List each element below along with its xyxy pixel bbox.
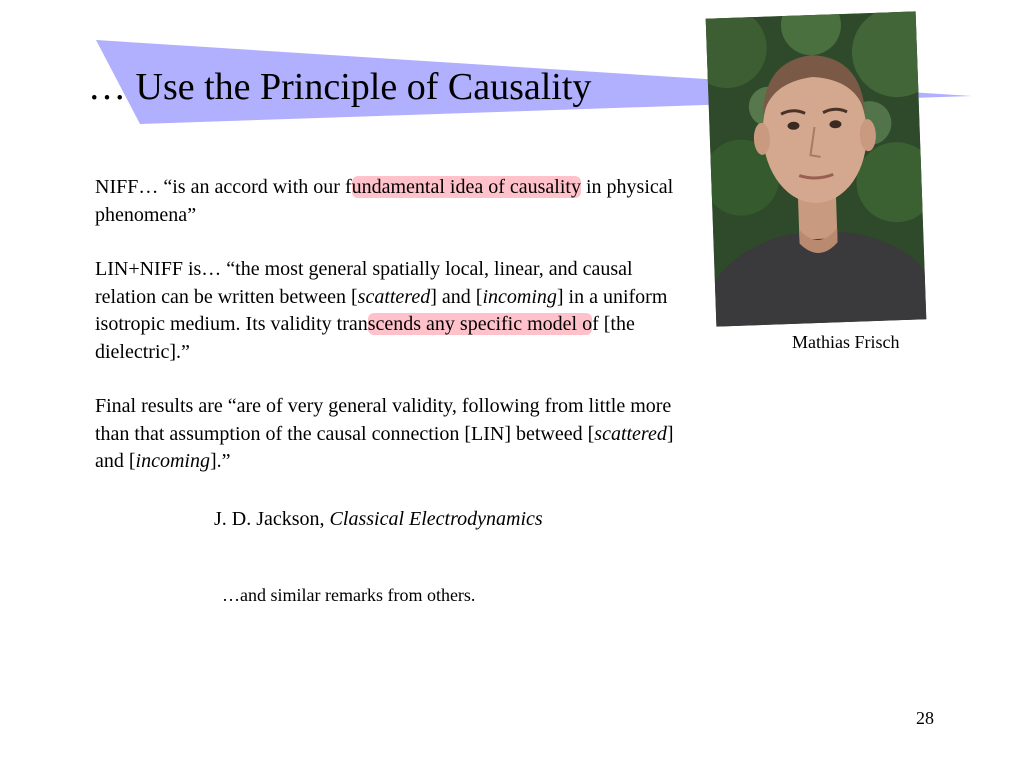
quote-lin-niff (95, 256, 695, 366)
citation (214, 506, 543, 532)
remark-text: …and similar remarks from others. (222, 585, 476, 605)
page-number: 28 (916, 708, 934, 728)
quote-final-results (95, 393, 695, 476)
quote-text: ] in a uniform isotropic medium. Its validity tran (95, 285, 668, 335)
italic-text: scattered (594, 422, 667, 445)
quote-text: Final results are “are of very general validity, following from little more than that assumption of the causal connection [LIN] betweed [ (95, 395, 672, 445)
highlighted-text: scends any specific model o (367, 313, 593, 335)
portrait-photo-icon (706, 11, 927, 326)
slide-title: … Use the Principle of Causality (88, 66, 592, 108)
quote-text: in physical phenomena” (95, 176, 674, 226)
italic-text: scattered (357, 285, 431, 308)
highlighted-text: undamental idea of causality (351, 176, 581, 198)
photo-caption: Mathias Frisch (792, 332, 900, 352)
portrait-photo (706, 11, 927, 326)
quote-text: f [the dielectric].” (95, 313, 635, 363)
quote-text: NIFF… “is an accord with our f (95, 176, 352, 198)
citation-book: Classical Electrodynamics (329, 508, 543, 530)
citation-author: J. D. Jackson, (214, 508, 330, 530)
quote-text: ].” (209, 450, 231, 472)
quote-text: ] and [ (95, 422, 674, 472)
italic-text: incoming (135, 450, 210, 472)
italic-text: incoming (482, 285, 557, 308)
quote-text: LIN+NIFF is… “the most general spatially local, linear, and causal relation can be written between [ (95, 258, 633, 308)
quote-niff (95, 174, 695, 229)
quote-text: ] and [ (430, 285, 483, 308)
